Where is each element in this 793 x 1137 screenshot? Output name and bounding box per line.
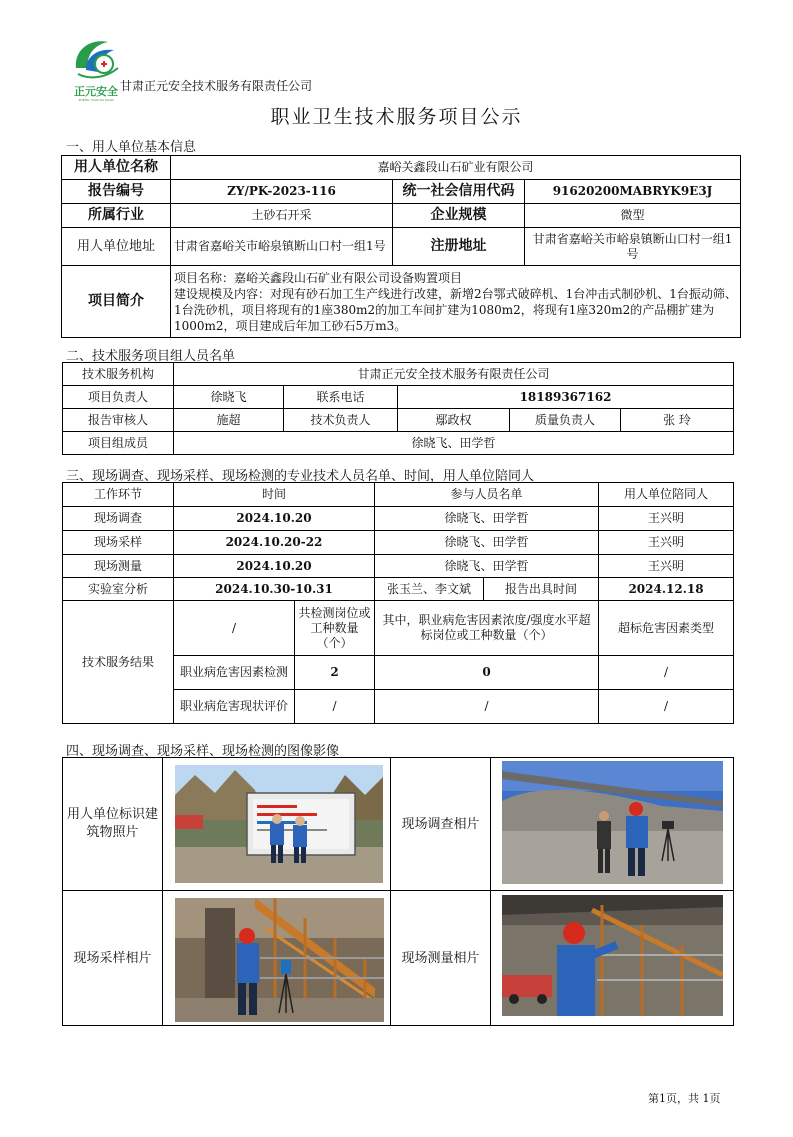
photo-4-label: 现场测量相片 bbox=[391, 891, 491, 1026]
lab-people: 张玉兰、李文斌 bbox=[375, 578, 484, 601]
report-no: ZY/PK-2023-116 bbox=[171, 180, 393, 204]
time: 2024.10.20 bbox=[174, 555, 375, 578]
r2-label: 职业病危害现状评价 bbox=[174, 690, 295, 724]
unit-name: 嘉峪关鑫段山石矿业有限公司 bbox=[171, 156, 741, 180]
section-1-heading: 一、用人单位基本信息 bbox=[66, 140, 197, 155]
report-date-label: 报告出具时间 bbox=[484, 578, 599, 601]
escort: 王兴明 bbox=[599, 555, 734, 578]
col-stage: 工作环节 bbox=[63, 483, 174, 507]
time: 2024.10.20 bbox=[174, 507, 375, 531]
report-date: 2024.12.18 bbox=[599, 578, 734, 601]
table-row bbox=[63, 555, 734, 578]
lab-time: 2024.10.30-10.31 bbox=[174, 578, 375, 601]
company-logo bbox=[68, 34, 124, 102]
photo-2-label: 现场调查相片 bbox=[391, 758, 491, 891]
tech: 鄢政权 bbox=[398, 409, 510, 432]
section-2-heading: 二、技术服务项目组人员名单 bbox=[66, 349, 236, 364]
page-number: 第1页，共 1页 bbox=[648, 1092, 721, 1105]
address: 甘肃省嘉峪关市峪泉镇断山口村一组1号 bbox=[171, 228, 393, 266]
section-4-heading: 四、现场调查、现场采样、现场检测的图像影像 bbox=[66, 744, 340, 759]
time: 2024.10.20-22 bbox=[174, 531, 375, 555]
stage: 现场调查 bbox=[63, 507, 174, 531]
r1-count: 2 bbox=[295, 656, 375, 690]
r2-count: / bbox=[295, 690, 375, 724]
credit-code: 91620200MABRYK9E3J bbox=[525, 180, 741, 204]
sampling-photo bbox=[175, 898, 384, 1022]
project-intro bbox=[171, 266, 741, 338]
page-title: 职业卫生技术服务项目公示 bbox=[270, 106, 523, 128]
leader-label: 项目负责人 bbox=[63, 386, 174, 409]
reg-address-label: 注册地址 bbox=[393, 228, 525, 266]
basic-info-table bbox=[61, 155, 741, 338]
table-row bbox=[63, 507, 734, 531]
project-name-line: 项目名称：嘉峪关鑫段山石矿业有限公司设备购置项目 bbox=[174, 270, 463, 285]
stage: 现场采样 bbox=[63, 531, 174, 555]
reviewer-label: 报告审核人 bbox=[63, 409, 174, 432]
org: 甘肃正元安全技术服务有限责任公司 bbox=[174, 363, 734, 386]
phone-label: 联系电话 bbox=[284, 386, 398, 409]
r1-label: 职业病危害因素检测 bbox=[174, 656, 295, 690]
members: 徐晓飞、田学哲 bbox=[174, 432, 734, 455]
result-header-count: 共检测岗位或工种数量（个） bbox=[295, 601, 375, 656]
r1-type: / bbox=[599, 656, 734, 690]
r2-type: / bbox=[599, 690, 734, 724]
result-header-over: 其中，职业病危害因素浓度/强度水平超标岗位或工种数量（个） bbox=[375, 601, 599, 656]
quality: 张 玲 bbox=[621, 409, 734, 432]
escort: 王兴明 bbox=[599, 507, 734, 531]
lab-label: 实验室分析 bbox=[63, 578, 174, 601]
result-header-blank: / bbox=[174, 601, 295, 656]
people: 徐晓飞、田学哲 bbox=[375, 555, 599, 578]
signboard-photo bbox=[175, 765, 383, 883]
project-scope-line: 建设规模及内容：对现有砂石加工生产线进行改建，新增2台鄂式破碎机、1台冲击式制砂机、1台振动筛、1台洗砂机，项目将现有的1座380m2的加工车间扩建为1080m2，将现有1座320m2的产品棚扩建为1000m2，项目建成后年加工砂石5万m3。 bbox=[174, 286, 737, 333]
photo-1-label: 用人单位标识建筑物照片 bbox=[63, 758, 163, 891]
industry-label: 所属行业 bbox=[62, 204, 171, 228]
escort: 王兴明 bbox=[599, 531, 734, 555]
table-row bbox=[63, 531, 734, 555]
result-label: 技术服务结果 bbox=[63, 601, 174, 724]
industry: 土砂石开采 bbox=[171, 204, 393, 228]
logo-text: 正元安全 bbox=[74, 85, 118, 98]
members-label: 项目组成员 bbox=[63, 432, 174, 455]
survey-photo bbox=[502, 761, 723, 884]
fieldwork-table bbox=[62, 482, 734, 724]
address-label: 用人单位地址 bbox=[62, 228, 171, 266]
col-people: 参与人员名单 bbox=[375, 483, 599, 507]
people: 徐晓飞、田学哲 bbox=[375, 507, 599, 531]
r1-over: 0 bbox=[375, 656, 599, 690]
intro-label: 项目简介 bbox=[62, 266, 171, 338]
tech-label: 技术负责人 bbox=[284, 409, 398, 432]
section-3-heading: 三、现场调查、现场采样、现场检测的专业技术人员名单、时间，用人单位陪同人 bbox=[66, 469, 535, 484]
unit-name-label: 用人单位名称 bbox=[62, 156, 171, 180]
quality-label: 质量负责人 bbox=[510, 409, 621, 432]
phone: 18189367162 bbox=[398, 386, 734, 409]
col-time: 时间 bbox=[174, 483, 375, 507]
org-label: 技术服务机构 bbox=[63, 363, 174, 386]
reviewer: 施超 bbox=[174, 409, 284, 432]
r2-over: / bbox=[375, 690, 599, 724]
report-no-label: 报告编号 bbox=[62, 180, 171, 204]
logo-subtext: ZHENG YUAN AN QUAN bbox=[78, 98, 114, 102]
stage: 现场测量 bbox=[63, 555, 174, 578]
people: 徐晓飞、田学哲 bbox=[375, 531, 599, 555]
measurement-photo bbox=[502, 895, 723, 1016]
result-header-type: 超标危害因素类型 bbox=[599, 601, 734, 656]
scale: 微型 bbox=[525, 204, 741, 228]
reg-address: 甘肃省嘉峪关市峪泉镇断山口村一组1号 bbox=[525, 228, 741, 266]
credit-code-label: 统一社会信用代码 bbox=[393, 180, 525, 204]
company-name: 甘肃正元安全技术服务有限责任公司 bbox=[120, 79, 313, 93]
leader: 徐晓飞 bbox=[174, 386, 284, 409]
col-escort: 用人单位陪同人 bbox=[599, 483, 734, 507]
photo-3-label: 现场采样相片 bbox=[63, 891, 163, 1026]
scale-label: 企业规模 bbox=[393, 204, 525, 228]
team-table bbox=[62, 362, 734, 455]
